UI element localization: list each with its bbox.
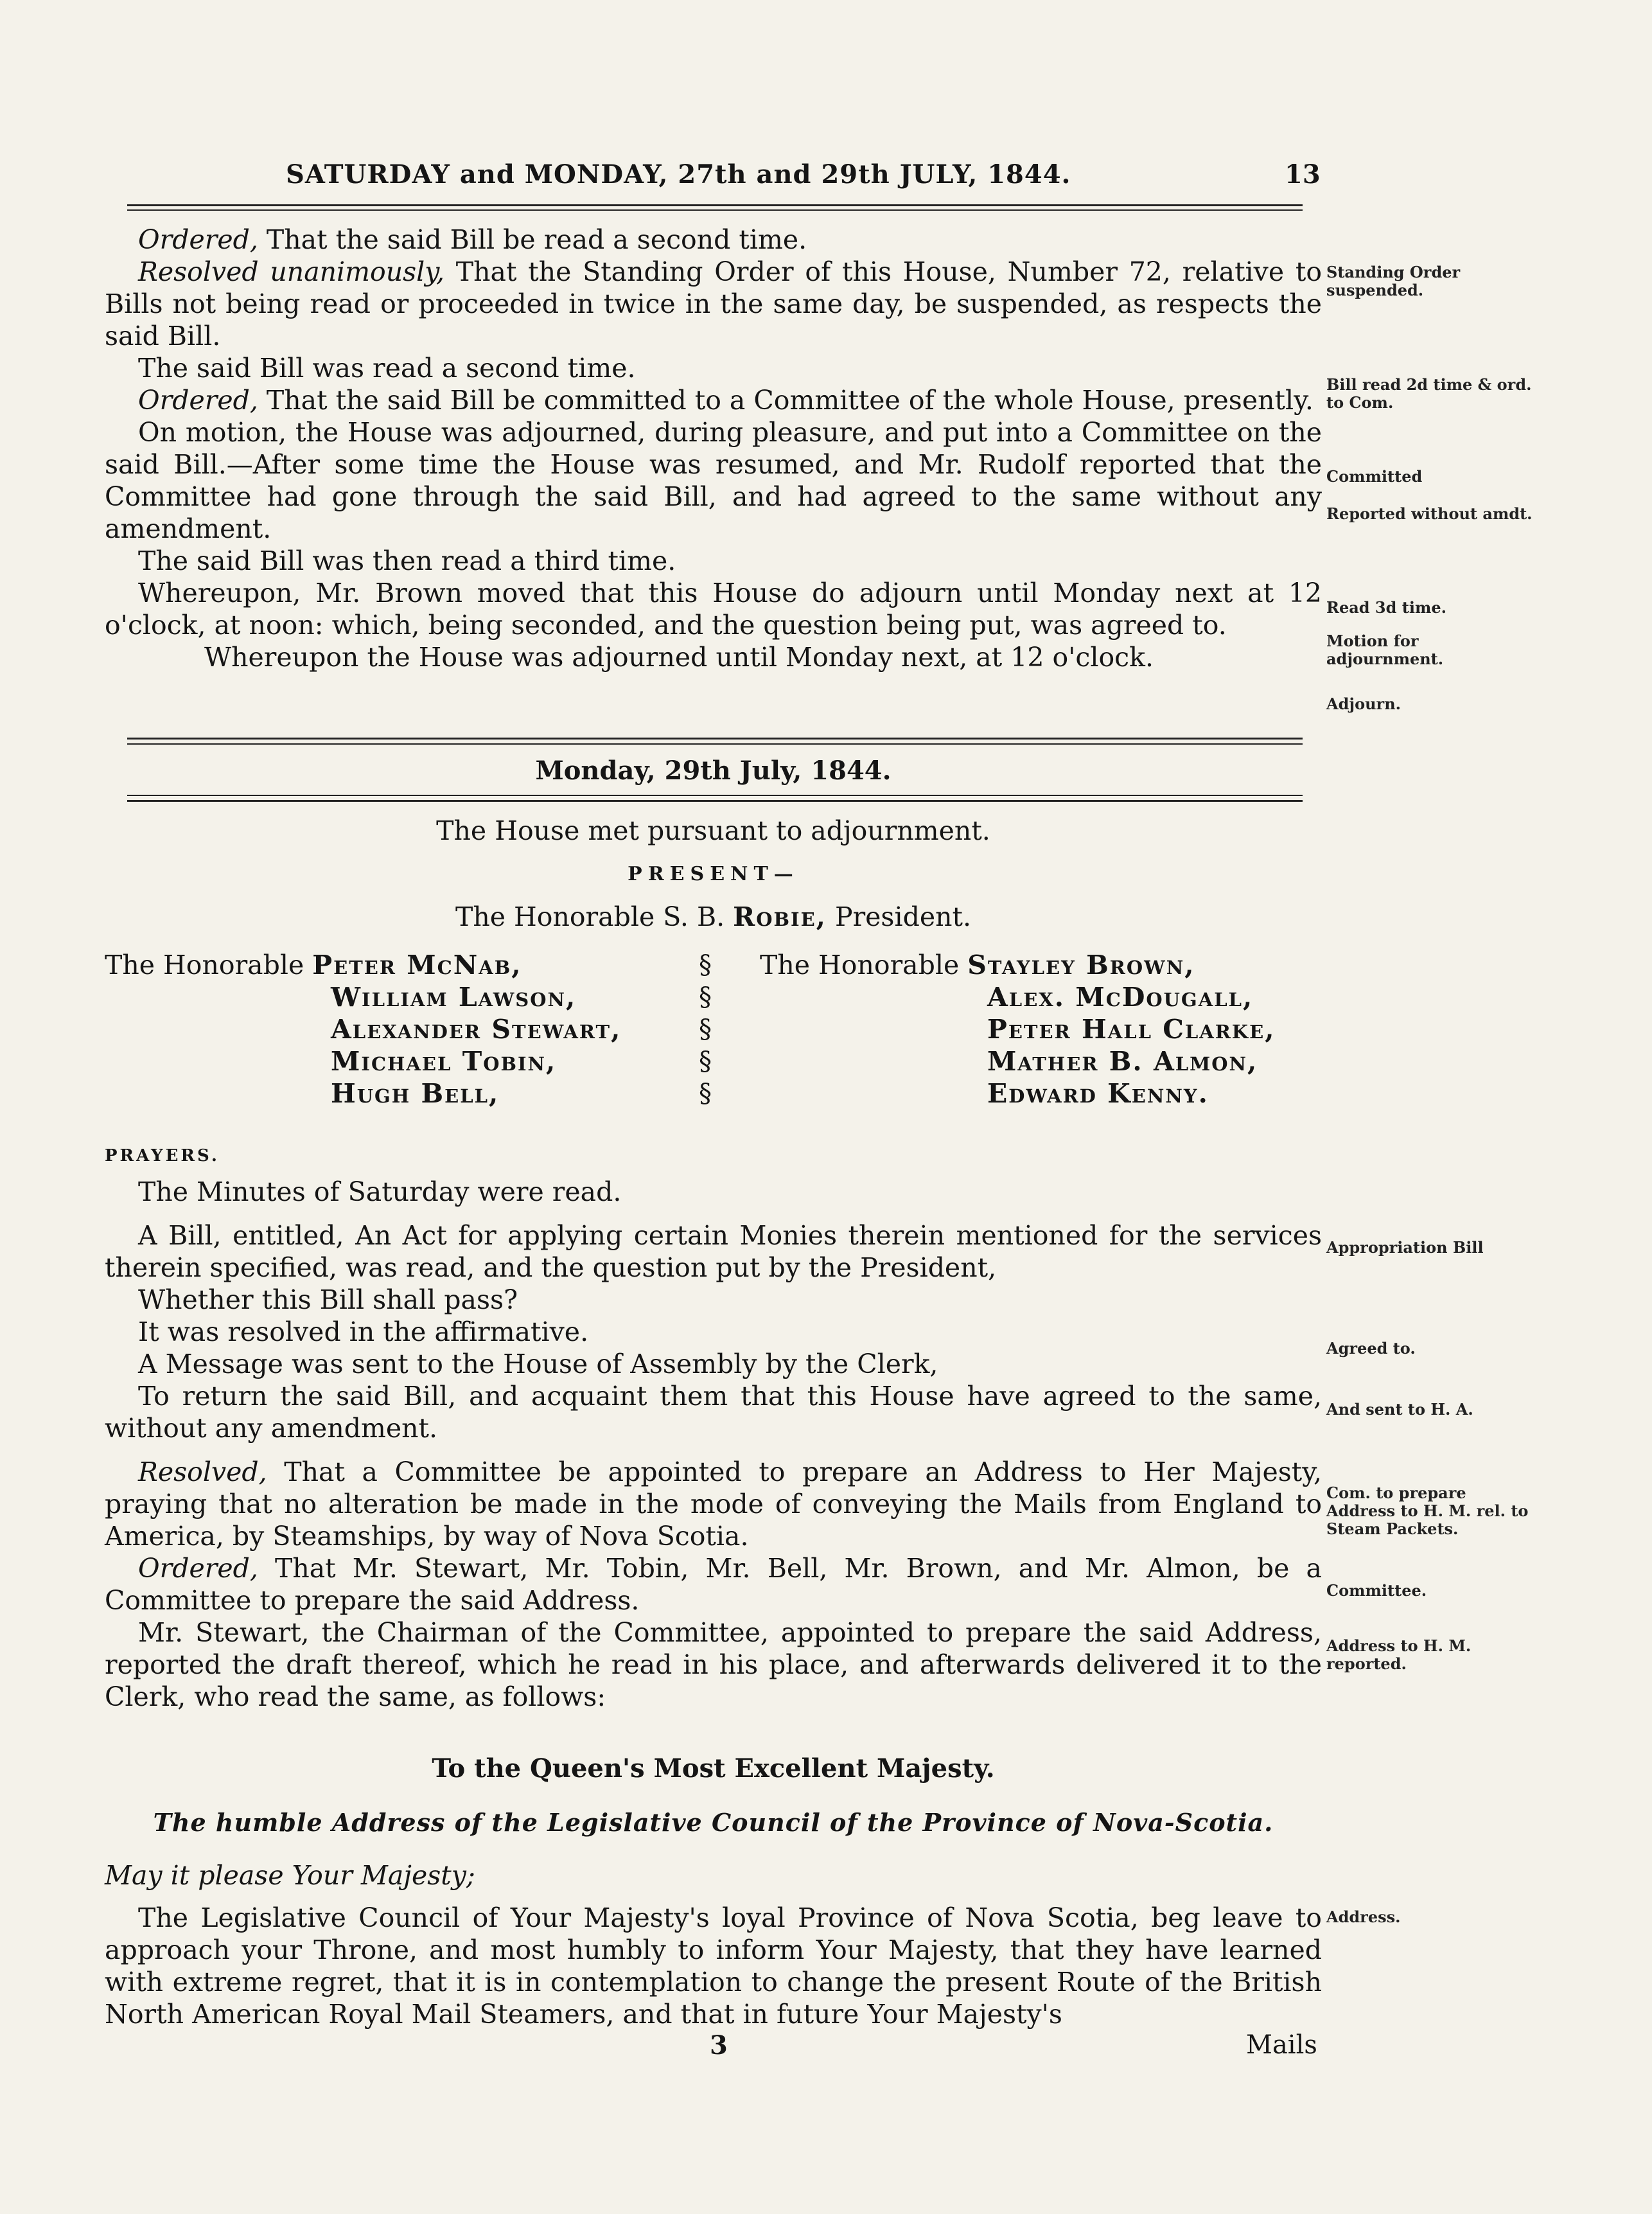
margin-note: And sent to H. A. <box>1326 1400 1473 1419</box>
paragraph: The Minutes of Saturday were read. <box>138 1176 622 1207</box>
paragraph: The Legislative Council of Your Majesty's loyal Province of Nova Scotia, beg leave to approach your Throne, and most humbly to inform Your Majesty, that they have learned with extreme regret, that it is in contemplation to change the present Route of the British North American Royal Mail Steamers, and that in future Your Majesty's <box>105 1902 1322 2030</box>
margin-note: Agreed to. <box>1326 1339 1416 1358</box>
paragraph: Whereupon, Mr. Brown moved that this House do adjourn until Monday next at 12 o'clock, at noon: which, being seconded, and the question being put, was agreed to. <box>105 578 1322 641</box>
paragraph: On motion, the House was adjourned, during pleasure, and put into a Committee on the said Bill.—After some time the House was resumed, and Mr. Rudolf reported that the Committee had gone through the said Bill, and had agreed to the same without any amendment. <box>105 417 1322 544</box>
paragraph: Whereupon the House was adjourned until Monday next, at 12 o'clock. <box>204 642 1154 673</box>
margin-note: Adjourn. <box>1326 695 1401 713</box>
present-label: PRESENT— <box>628 863 799 885</box>
president-name: Robie, <box>733 901 827 932</box>
margin-note: Motion for adjournment. <box>1326 632 1444 668</box>
saturday-proceedings <box>105 224 1322 673</box>
paragraph: Whether this Bill shall pass? <box>138 1284 518 1315</box>
margin-note: Address. <box>1326 1908 1401 1926</box>
paragraph: A Message was sent to the House of Assembly by the Clerk, <box>138 1349 938 1379</box>
paragraph: It was resolved in the affirmative. <box>138 1316 589 1347</box>
page-number: 13 <box>1285 159 1321 190</box>
paragraph: Ordered, That Mr. Stewart, Mr. Tobin, Mr. Bell, Mr. Brown, and Mr. Almon, be a Committee to prepare the said Address. <box>105 1553 1322 1616</box>
paragraph: Ordered, That the said Bill be committed to a Committee of the whole House, presently. <box>138 385 1314 416</box>
margin-note: Standing Order suspended. <box>1326 263 1461 299</box>
paragraph: The said Bill was then read a third time. <box>138 545 676 576</box>
paragraph: A Bill, entitled, An Act for applying certain Monies therein mentioned for the services therein specified, was read, and the question put by the President, <box>105 1220 1322 1283</box>
section-rule <box>127 800 1303 802</box>
paragraph: Resolved unanimously, That the Standing Order of this House, Number 72, relative to Bills not being read or proceeded in twice in the same day, be suspended, as respects the said Bill. <box>105 256 1322 351</box>
president-line: The Honorable S. B. Robie, President. <box>455 901 972 932</box>
margin-note: Appropriation Bill <box>1326 1238 1484 1257</box>
paragraph: Mr. Stewart, the Chairman of the Committee, appointed to prepare the said Address, reported the draft thereof, which he read in his place, and afterwards delivered it to the Clerk, who read the same, as follows: <box>105 1617 1322 1712</box>
salutation: May it please Your Majesty; <box>105 1860 475 1891</box>
header-rule <box>127 204 1303 206</box>
section-rule-thin <box>127 743 1303 745</box>
section-sign-column: § § § § § <box>699 950 712 1108</box>
address-subtitle: The humble Address of the Legislative Council of the Province of Nova-Scotia. <box>153 1808 1274 1837</box>
running-header: SATURDAY and MONDAY, 27th and 29th JULY, 1844. <box>286 159 1071 190</box>
margin-note: Committed <box>1326 467 1423 486</box>
section-rule-thin <box>127 795 1303 796</box>
section-rule <box>127 738 1303 739</box>
margin-note: Address to H. M. reported. <box>1326 1636 1472 1673</box>
margin-note: Read 3d time. <box>1326 598 1446 617</box>
prayers-heading: PRAYERS. <box>105 1146 220 1165</box>
margin-note: Com. to prepare Address to H. M. rel. to Steam Packets. <box>1326 1483 1529 1538</box>
date-heading: Monday, 29th July, 1844. <box>535 756 892 786</box>
members-right: The Honorable Stayley Brown, Alex. McDougall, Peter Hall Clarke, Mather B. Almon, Edward Kenny. <box>760 950 1276 1109</box>
address-body <box>105 1902 1322 2030</box>
address-title: To the Queen's Most Excellent Majesty. <box>432 1753 995 1784</box>
members-left: The Honorable Peter McNab, William Lawson, Alexander Stewart, Michael Tobin, Hugh Bell, <box>105 950 622 1109</box>
monday-proceedings <box>105 1176 1322 1713</box>
header-rule-thin <box>127 209 1303 211</box>
paragraph: To return the said Bill, and acquaint them that this House have agreed to the same, without any amendment. <box>105 1381 1322 1444</box>
met-line: The House met pursuant to adjournment. <box>436 815 990 846</box>
margin-note: Bill read 2d time & ord. to Com. <box>1326 375 1532 412</box>
signature-mark: 3 <box>710 2030 728 2060</box>
paragraph: Ordered, That the said Bill be read a second time. <box>138 224 807 255</box>
margin-note: Committee. <box>1326 1581 1427 1600</box>
paragraph: Resolved, That a Committee be appointed to prepare an Address to Her Majesty, praying that no alteration be made in the mode of conveying the Mails from England to America, by Steamships, by way of Nova Scotia. <box>105 1457 1322 1552</box>
paragraph: The said Bill was read a second time. <box>138 353 636 384</box>
catchword: Mails <box>1246 2030 1317 2060</box>
margin-note: Reported without amdt. <box>1326 504 1533 523</box>
